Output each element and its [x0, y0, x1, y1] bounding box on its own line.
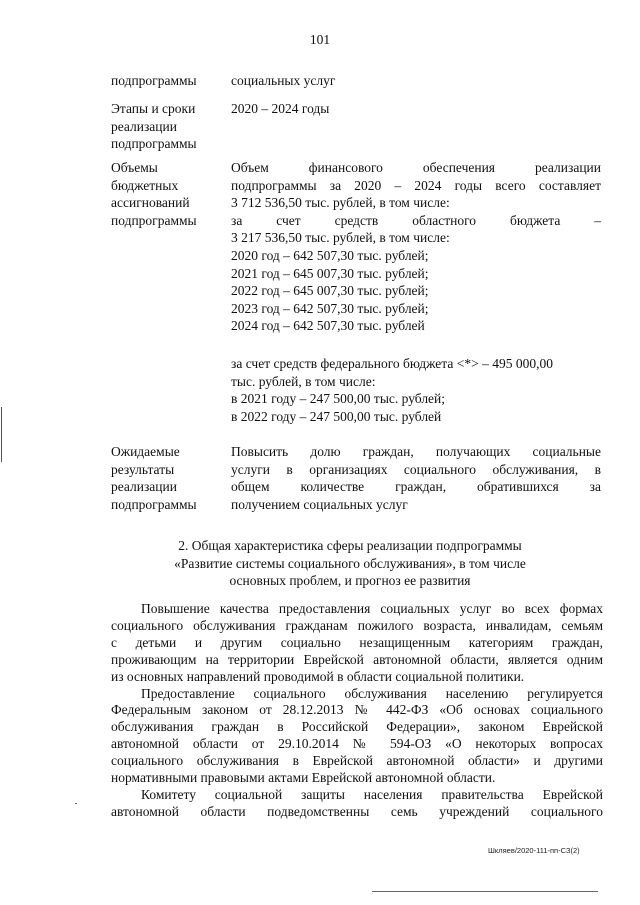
value-line: 2022 год – 645 007,30 тыс. рублей; — [231, 283, 429, 299]
text-line: Повышение качества предоставления социальных услуг во всех формах — [141, 601, 603, 616]
row-value — [231, 159, 601, 425]
label-line: Ожидаемые — [111, 444, 180, 459]
text-line: социального обслуживания гражданам пожилого возраста, инвалидам, семьям — [111, 617, 603, 633]
value-line: Повысить долю граждан, получающих социальные — [231, 444, 601, 459]
row-value — [231, 100, 601, 153]
label-line: результаты — [111, 461, 175, 477]
heading-line: основных проблем, и прогноз ее развития — [229, 573, 471, 589]
page-number: 101 — [309, 32, 331, 47]
value-line: за счет средств областного бюджета – — [231, 212, 601, 228]
text-line: Федеральным законом от 28.12.2013 № 442-ФЗ «Об основах социального — [111, 702, 603, 718]
label-line: подпрограммы — [111, 73, 197, 88]
passport-row-name-end — [111, 72, 601, 90]
label-line: ассигнований — [111, 195, 190, 211]
text-line: из основных направлений проводимой в области социальной политики. — [111, 668, 525, 684]
value-line: 2020 год – 642 507,30 тыс. рублей; — [231, 247, 429, 263]
label-line: бюджетных — [111, 177, 179, 193]
value-line: тыс. рублей, в том числе: — [231, 373, 376, 389]
label-line: подпрограммы — [111, 212, 197, 228]
label-line: реализации — [111, 118, 177, 134]
paragraph — [111, 787, 603, 821]
heading-line: 2. Общая характеристика сферы реализации подпрограммы — [178, 538, 522, 553]
value-line: в 2021 году – 247 500,00 тыс. рублей; — [231, 391, 446, 407]
value-line: 3 712 536,50 тыс. рублей, в том числе: — [231, 195, 450, 211]
passport-row-stages — [111, 100, 601, 153]
row-label — [111, 443, 231, 513]
label-line: реализации — [111, 479, 177, 495]
value-line: 2023 год – 642 507,30 тыс. рублей; — [231, 300, 429, 316]
value-line: за счет средств федерального бюджета <*> – 495 000,00 — [231, 355, 553, 371]
paragraph — [111, 686, 603, 787]
text-line: автономной области от 29.10.2014 № 594-ОЗ «О некоторых вопросах — [111, 736, 603, 752]
label-line: Объемы — [111, 160, 158, 175]
row-label — [111, 159, 231, 425]
text-line: Предоставление социального обслуживания населению регулируется — [141, 685, 603, 701]
value-line: Объем финансового обеспечения реализации — [231, 160, 601, 175]
body-text — [111, 601, 603, 821]
value-line: подпрограммы за 2020 – 2024 годы всего составляет — [231, 177, 601, 193]
row-value — [231, 443, 601, 513]
text-line: автономной области подведомственны семь учреждений социального — [111, 803, 603, 819]
value-line: общем количестве граждан, обратившихся за — [231, 479, 601, 495]
label-line: Этапы и сроки — [111, 101, 196, 116]
value-line: 2024 год – 642 507,30 тыс. рублей — [231, 318, 425, 334]
row-value — [231, 72, 601, 90]
scan-artifact — [75, 803, 77, 804]
section-heading — [100, 537, 600, 590]
text-line: нормативными правовыми актами Еврейской автономной области. — [111, 770, 496, 786]
text-line: проживающим на территории Еврейской автономной области, является одним — [111, 651, 603, 667]
value-line: получением социальных услуг — [231, 496, 408, 512]
value-line: в 2022 году – 247 500,00 тыс. рублей — [231, 408, 442, 424]
row-label — [111, 100, 231, 153]
label-line: подпрограммы — [111, 136, 197, 152]
text-line: с детьми и другим социально незащищенным категориям граждан, — [111, 634, 603, 650]
value-line: услуги в организациях социального обслуживания, в — [231, 461, 601, 477]
text-line: Комитету социальной защиты населения правительства Еврейской — [141, 786, 603, 802]
value-line: 3 217 536,50 тыс. рублей, в том числе: — [231, 230, 450, 246]
paragraph — [111, 601, 603, 686]
value-line: социальных услуг — [231, 73, 336, 88]
label-line: подпрограммы — [111, 496, 197, 512]
heading-line: «Развитие системы социального обслуживания», в том числе — [174, 555, 526, 571]
scan-artifact — [1, 407, 2, 462]
row-label — [111, 72, 231, 90]
passport-row-results — [111, 443, 601, 513]
passport-row-budget — [111, 159, 601, 425]
scan-artifact — [372, 891, 598, 892]
text-line: социального обслуживания в Еврейской автономной области» и другими — [111, 753, 603, 769]
value-line: 2020 – 2024 годы — [231, 101, 330, 116]
text-line: обслуживания граждан в Российской Федерации», законом Еврейской — [111, 719, 603, 735]
document-code: Шкляев/2020-111-пп-СЗ(2) — [488, 846, 580, 855]
value-line: 2021 год – 645 007,30 тыс. рублей; — [231, 265, 429, 281]
